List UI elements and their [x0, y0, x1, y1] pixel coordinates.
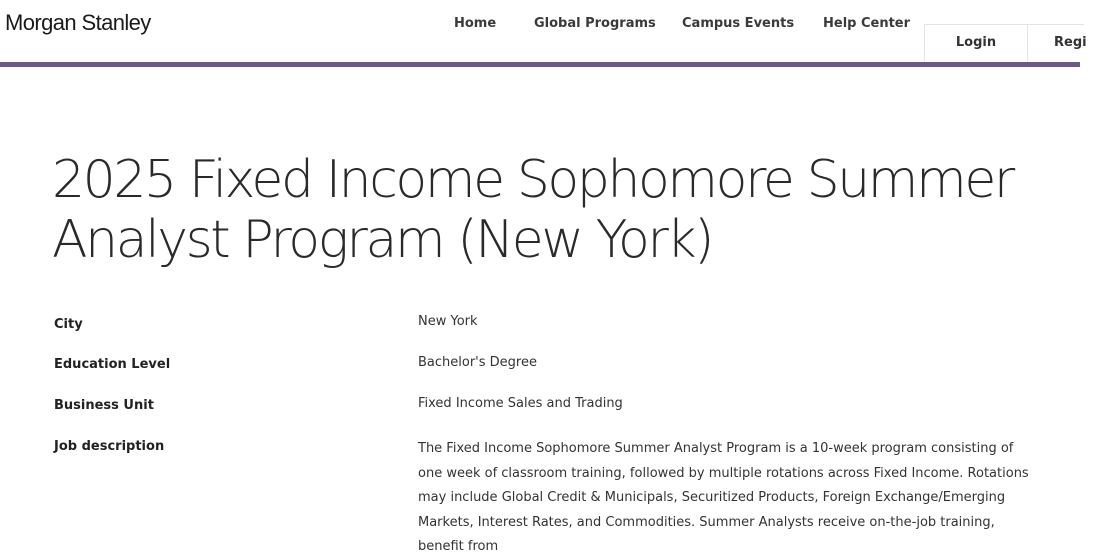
education-level-value: Bachelor's Degree	[418, 355, 537, 370]
auth-buttons	[924, 24, 1087, 62]
site-header	[0, 0, 1087, 62]
job-description-text: The Fixed Income Sophomore Summer Analyst Program is a 10-week program consisting of one week of classroom training, followed by multiple rotations across Fixed Income. Rotations may include Global Credit & Municipals, Securitized Products, Foreign Exchange/Emerging Markets, Interest Rates, and Commodities. Summer Analysts receive on-the-job training, benefit from	[418, 441, 1029, 554]
job-description-label: Job description	[54, 439, 165, 454]
header-accent-bar	[0, 62, 1080, 67]
page-title: 2025 Fixed Income Sophomore Summer Analyst Program (New York)	[52, 150, 1013, 270]
city-value: New York	[418, 314, 478, 329]
nav-home-link[interactable]: Home	[454, 16, 497, 31]
business-unit-value: Fixed Income Sales and Trading	[418, 396, 623, 411]
nav-global-programs-link[interactable]: Global Programs	[534, 16, 656, 31]
register-button[interactable]: Regi	[1029, 25, 1109, 62]
login-button[interactable]: Login	[925, 25, 1028, 62]
education-level-label: Education Level	[54, 357, 171, 372]
nav-campus-events-link[interactable]: Campus Events	[682, 16, 795, 31]
city-label: City	[54, 317, 83, 332]
nav-help-center-link[interactable]: Help Center	[823, 16, 911, 31]
morgan-stanley-logo[interactable]: Morgan Stanley	[5, 10, 151, 35]
business-unit-label: Business Unit	[54, 398, 154, 413]
